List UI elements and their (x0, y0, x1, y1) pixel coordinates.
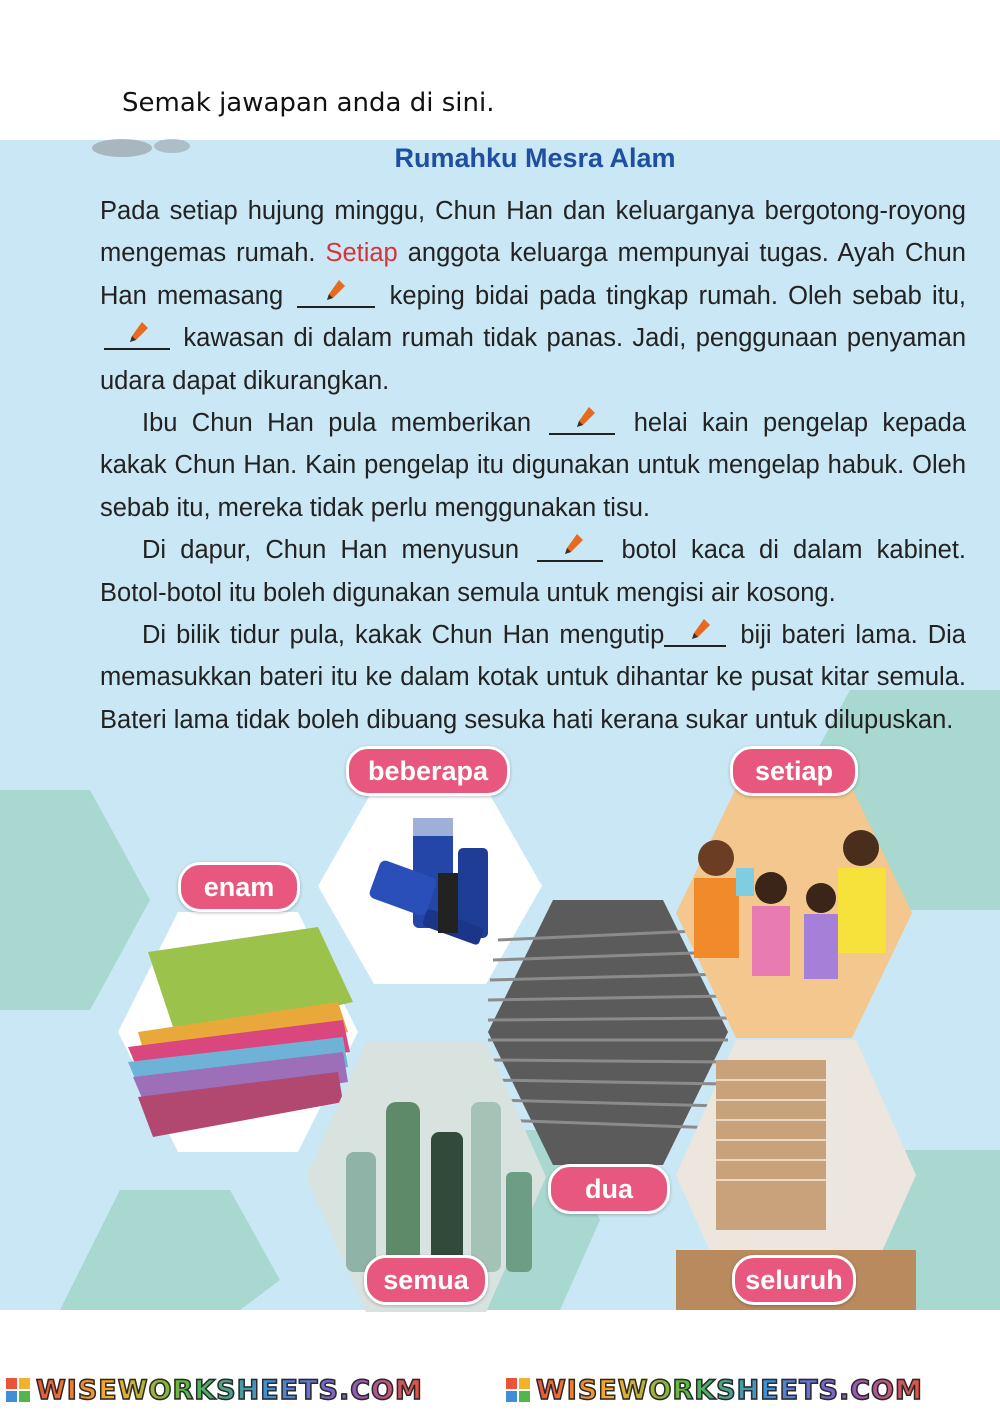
pencil-icon (323, 278, 347, 302)
p3-text-a: Di dapur, Chun Han menyusun (142, 536, 520, 565)
option-seluruh[interactable]: seluruh (732, 1255, 856, 1305)
p1-text-c: keping bidai pada tingkap rumah. Oleh sebab itu, (389, 281, 967, 310)
answer-blank-4[interactable] (537, 534, 603, 562)
pencil-icon (561, 532, 585, 556)
instruction-text: Semak jawapan anda di sini. (122, 88, 495, 118)
passage (100, 190, 966, 741)
wiseworksheets-logo-icon (6, 1378, 30, 1402)
answer-blank-5[interactable] (664, 619, 726, 647)
option-semua[interactable]: semua (364, 1255, 488, 1305)
paragraph-3 (100, 529, 966, 614)
p1-text-a: Pada setiap hujung minggu, Chun Han dan keluarganya bergotong-royong mengemas rumah. (100, 197, 966, 268)
p2-text-b: helai kain pengelap kepada kakak Chun Han. Kain pengelap itu digunakan untuk mengelap habuk. Oleh sebab itu, mereka tidak perlu menggunakan tisu. (100, 409, 966, 522)
p1-text-b: anggota keluarga mempunyai tugas. Ayah Chun Han memasang (100, 239, 966, 310)
paragraph-1 (100, 190, 966, 402)
answer-blank-1[interactable] (297, 280, 375, 308)
pencil-icon (688, 617, 712, 641)
watermark-text-2: WISEWORKSHEETS.COM (536, 1375, 923, 1406)
family-image (676, 788, 912, 1038)
option-beberapa[interactable]: beberapa (346, 746, 510, 796)
option-dua[interactable]: dua (548, 1164, 670, 1214)
pencil-icon (126, 320, 150, 344)
p1-text-d: kawasan di dalam rumah tidak panas. Jadi, penggunaan penyaman udara dapat dikurangkan. (100, 324, 966, 395)
wiseworksheets-logo-icon (506, 1378, 530, 1402)
p4-text-a: Di bilik tidur pula, kakak Chun Han mengutip (142, 621, 665, 650)
watermark-1 (6, 1376, 423, 1406)
highlight-word: Setiap (325, 239, 398, 268)
option-enam[interactable]: enam (178, 862, 300, 912)
paragraph-4 (100, 614, 966, 741)
p4-text-b: biji bateri lama. Dia memasukkan bateri itu ke dalam kotak untuk dihantar ke pusat kitar semula. Bateri lama tidak boleh dibuang sesuka hati kerana sukar untuk dilupuskan. (100, 621, 966, 734)
p2-text-a: Ibu Chun Han pula memberikan (142, 409, 532, 438)
answer-blank-3[interactable] (549, 407, 615, 435)
p3-text-b: botol kaca di dalam kabinet. Botol-botol itu boleh digunakan semula untuk mengisi air kosong. (100, 536, 966, 607)
paragraph-2 (100, 402, 966, 529)
pencil-icon (573, 405, 597, 429)
passage-title: Rumahku Mesra Alam (394, 143, 676, 173)
answer-blank-2[interactable] (104, 322, 170, 350)
watermark-2 (506, 1376, 923, 1406)
watermark-text-1: WISEWORKSHEETS.COM (36, 1375, 423, 1406)
option-setiap[interactable]: setiap (730, 746, 858, 796)
